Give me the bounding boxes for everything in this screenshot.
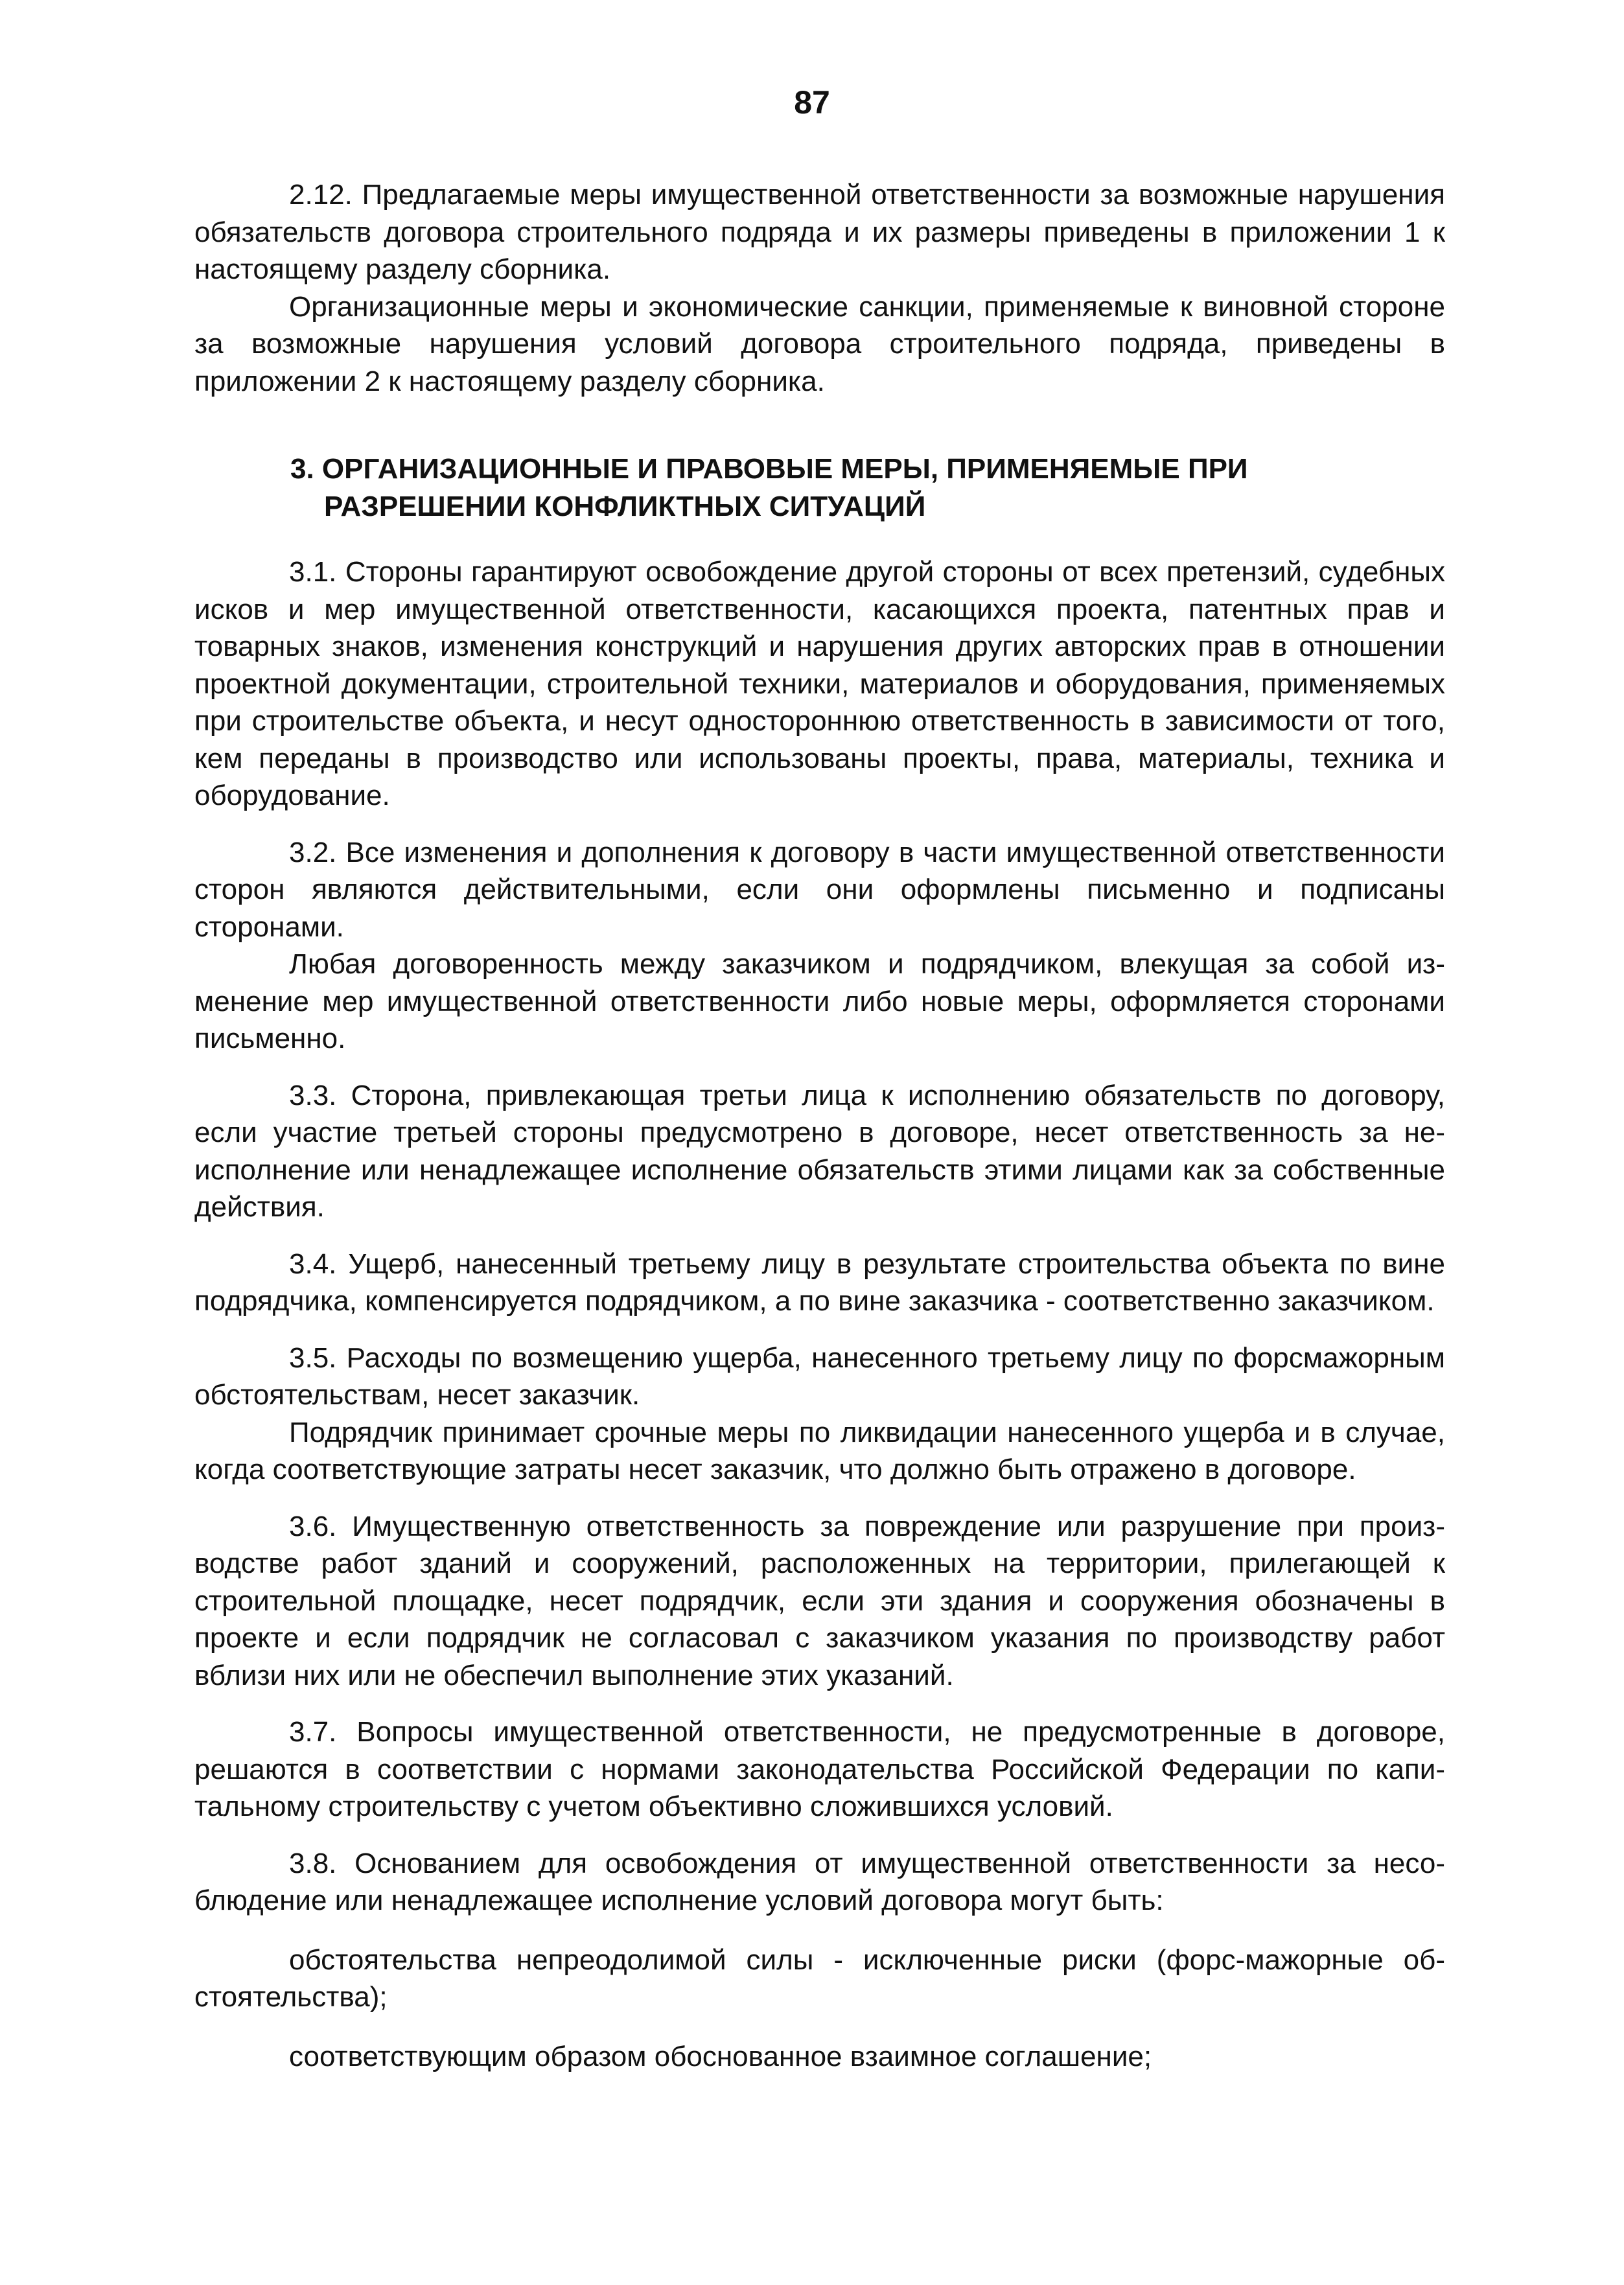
list-item-mutual-agreement: соответствующим образом обоснованное взаимное соглашение; bbox=[289, 2040, 1152, 2072]
clause-3-6: 3.6. Имущественную ответственность за повреждение или разрушение при производстве работ зданий и сооружений, расположенных на территории, прилегающей к строительной площадке, несет подрядчик, если эти здания и сооружения обозначены в проекте и если подрядчик не согласовал с заказчиком указания по производству работ вблизи них или не обеспечил выполнение этих указаний. bbox=[194, 1510, 1445, 1691]
section-3-heading bbox=[290, 450, 1445, 525]
paragraph-2-12: 2.12. Предлагаемые меры имущественной ответственности за возможные нарушения обязательств договора строительного подряда и их размеры приведены в приложении 1 к настоящему разделу сборника. bbox=[194, 179, 1445, 285]
clause-3-3: 3.3. Сторона, привлекающая третьи лица к исполнению обязательств по договору, если участие третьей стороны предусмотрено в договоре, несет ответственность за неисполнение или ненадлежащее исполнение обязательств этими лицами как за собственные действия. bbox=[194, 1079, 1445, 1223]
clause-3-8: 3.8. Основанием для освобождения от имущественной ответственности за несоблюдение или ненадлежащее исполнение условий договора могут быть: bbox=[194, 1847, 1445, 1916]
page-body bbox=[194, 176, 1445, 2075]
clause-3-7: 3.7. Вопросы имущественной ответственности, не предусмотренные в договоре, решаются в соответствии с нормами законодательства Российской Федерации по капитальному строительству с учетом объективно сложившихся условий. bbox=[194, 1716, 1445, 1822]
section-3-heading-line2: РАЗРЕШЕНИИ КОНФЛИКТНЫХ СИТУАЦИЙ bbox=[324, 490, 926, 522]
page-number: 87 bbox=[794, 84, 830, 121]
section-3-heading-line1: 3. ОРГАНИЗАЦИОННЫЕ И ПРАВОВЫЕ МЕРЫ, ПРИМЕНЯЕМЫЕ ПРИ bbox=[290, 453, 1248, 485]
list-item-force-majeure: обстоятельства непреодолимой силы - исключенные риски (форс-мажорные обстоятельства); bbox=[194, 1943, 1445, 2013]
clause-3-2-continued: Любая договоренность между заказчиком и подрядчиком, влекущая за собой изменение мер имущественной ответственности либо новые меры, оформляется сторонами письменно. bbox=[194, 948, 1445, 1054]
clause-3-2: 3.2. Все изменения и дополнения к договору в части имущественной ответственности сторон являются действительными, если они оформлены письменно и подписаны сторонами. bbox=[194, 836, 1445, 943]
clause-3-1: 3.1. Стороны гарантируют освобождение другой стороны от всех претензий, судебных исков и мер имущественной ответственности, касающихся проекта, патентных прав и товарных знаков, изменения конструкций и нарушения других авторских прав в отношении проектной документации, строительной техники, материалов и оборудования, применяемых при строительстве объекта, и несут одностороннюю ответственность в зависимости от того, кем переданы в производство или использованы проекты, права, материалы, техника и оборудование. bbox=[194, 556, 1445, 811]
clause-3-5: 3.5. Расходы по возмещению ущерба, нанесенного третьему лицу по форсмажорным обстоятельствам, несет заказчик. bbox=[194, 1341, 1445, 1411]
clause-3-5-continued: Подрядчик принимает срочные меры по ликвидации нанесенного ущерба и в случае, когда соответствующие затраты несет заказчик, что должно быть отражено в договоре. bbox=[194, 1416, 1445, 1485]
clause-3-4: 3.4. Ущерб, нанесенный третьему лицу в результате строительства объекта по вине подрядчика, компенсируется подрядчиком, а по вине заказчика - соответственно заказчиком. bbox=[194, 1247, 1445, 1317]
paragraph-organizational-measures: Организационные меры и экономические санкции, применяемые к виновной стороне за возможные нарушения условий договора строительного подряда, приведены в приложении 2 к настоящему разделу сборника. bbox=[194, 290, 1445, 397]
